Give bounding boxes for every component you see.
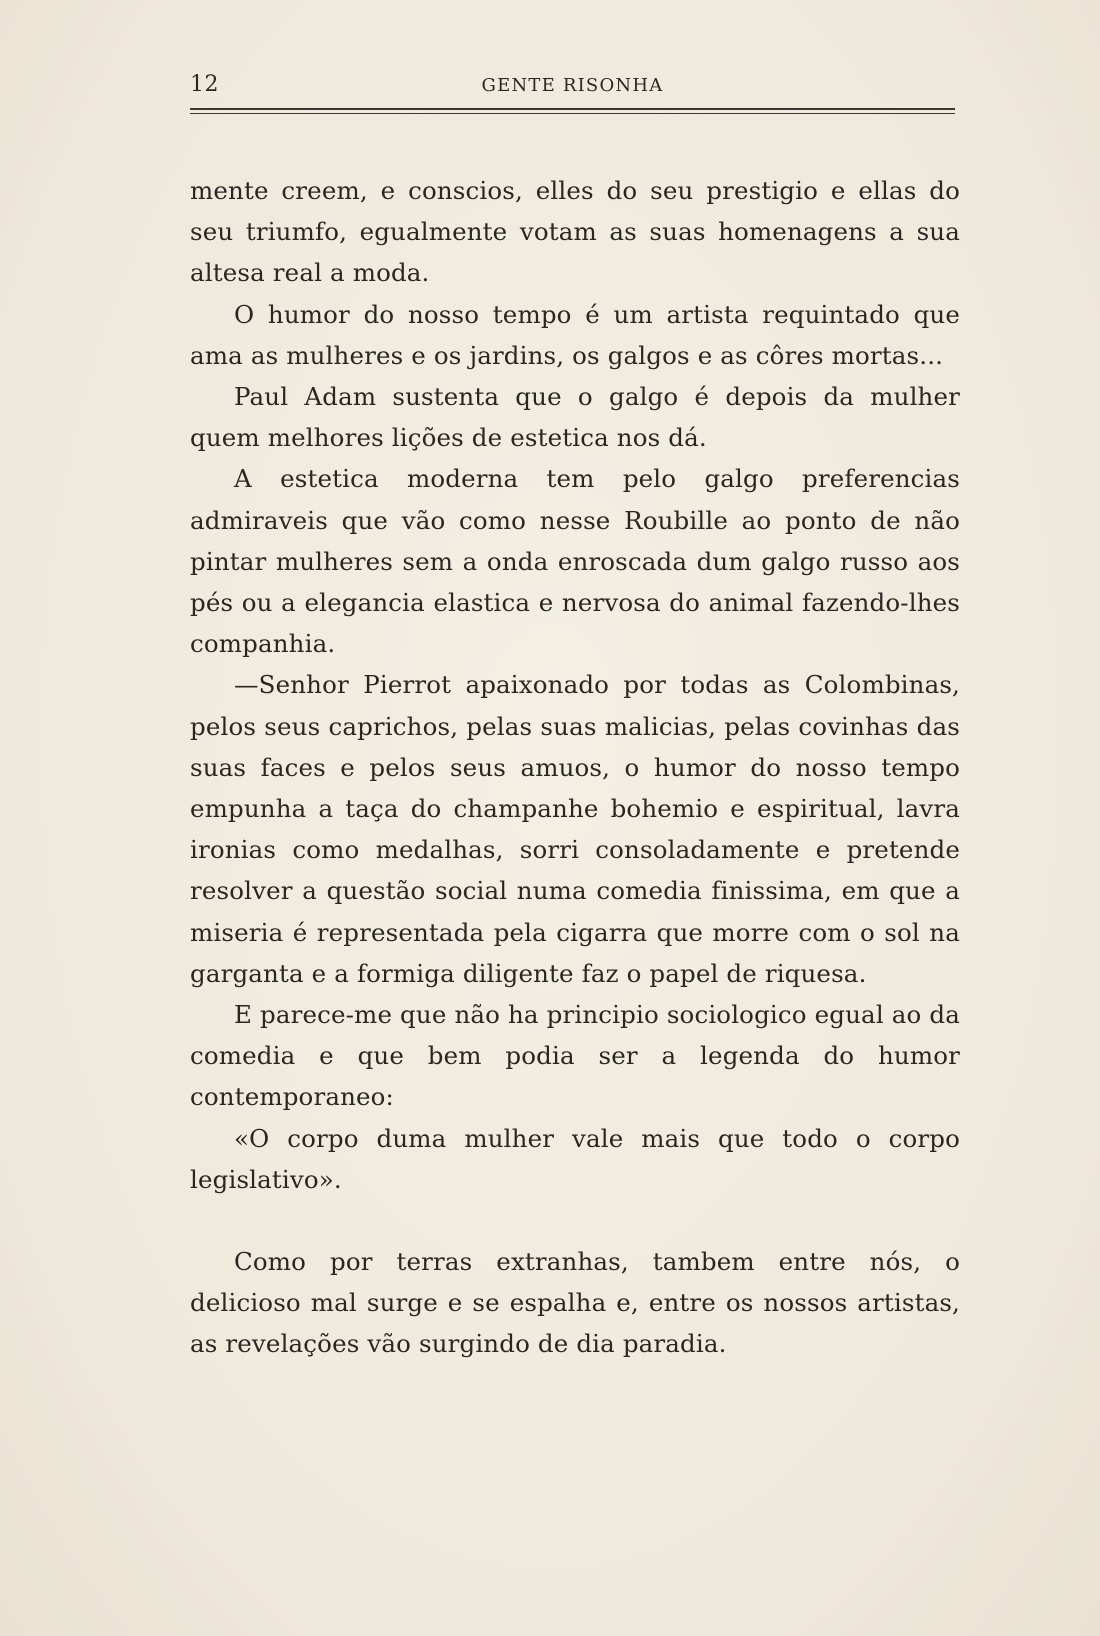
running-title: GENTE RISONHA <box>481 75 664 96</box>
paragraph: A estetica moderna tem pelo galgo preferencias admiraveis que vão como nesse Roubille ao ponto de não pintar mulheres sem a onda enroscada dum galgo russo aos pés ou a elegancia elastica e nervosa do animal fazendo-lhes companhia. <box>190 464 960 659</box>
paragraph: Como por terras extranhas, tambem entre nós, o delicioso mal surge e se espalha e, entre os nossos artistas, as revelações vão surgindo de dia paradia. <box>190 1247 960 1359</box>
body-text <box>190 170 960 1365</box>
paragraph: mente creem, e conscios, elles do seu prestigio e ellas do seu triumfo, egualmente votam as suas homenagens a sua altesa real a moda. <box>190 176 960 288</box>
header-rule-thick <box>190 108 955 110</box>
paragraph: —Senhor Pierrot apaixonado por todas as Colombinas, pelos seus caprichos, pelas suas malicias, pelas covinhas das suas faces e pelos seus amuos, o humor do nosso tempo empunha a taça do champanhe bohemio e espiritual, lavra ironias como medalhas, sorri consoladamente e pretende resolver a questão social numa comedia finissima, em que a miseria é representada pela cigarra que morre com o sol na garganta e a formiga diligente faz o papel de riquesa. <box>190 670 960 988</box>
page-number: 12 <box>190 72 219 97</box>
paragraph: «O corpo duma mulher vale mais que todo o corpo legislativo». <box>190 1123 960 1194</box>
page-header <box>190 72 955 102</box>
paragraph: Paul Adam sustenta que o galgo é depois da mulher quem melhores lições de estetica nos dá. <box>190 382 960 453</box>
paragraph: E parece-me que não ha principio sociologico egual ao da comedia e que bem podia ser a legenda do humor contemporaneo: <box>190 1000 960 1112</box>
header-rule-thin <box>190 113 955 114</box>
paragraph: O humor do nosso tempo é um artista requintado que ama as mulheres e os jardins, os galgos e as côres mortas... <box>190 299 960 370</box>
